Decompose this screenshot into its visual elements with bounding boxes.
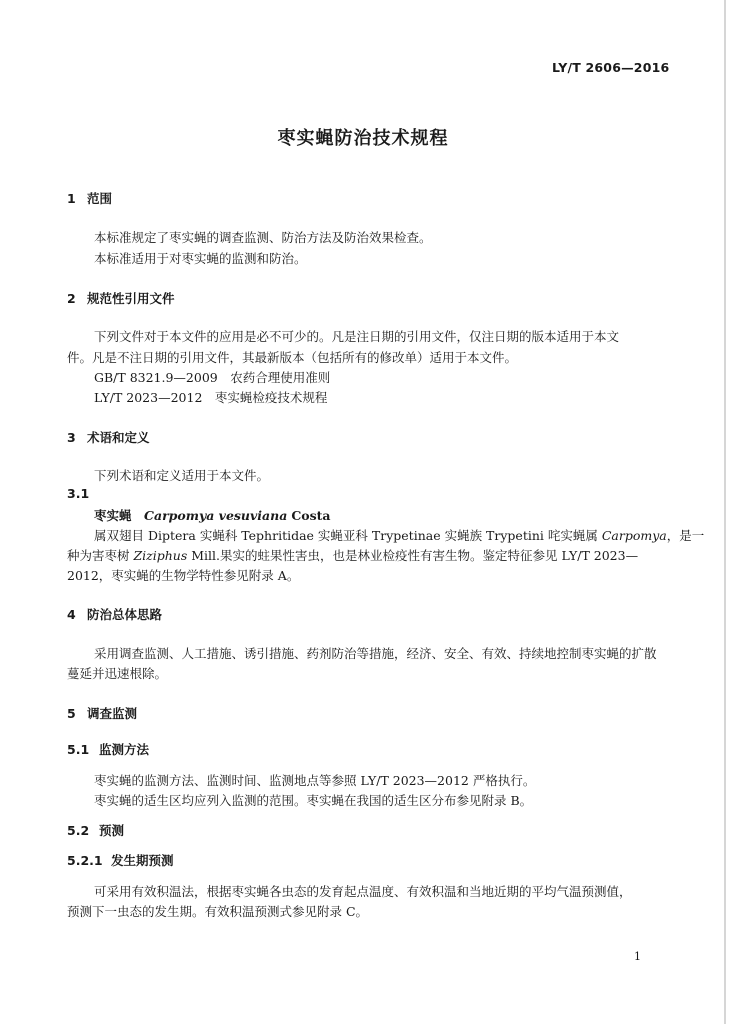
section-2-para-line-1: 下列文件对于本文件的应用是必不可少的。凡是注日期的引用文件，仅注日期的版本适用于本文: [94, 329, 620, 344]
section-2-para-line-2: 件。凡是不注日期的引用文件，其最新版本（包括所有的修改单）适用于本文件。: [67, 350, 518, 365]
standard-code: LY/T 2606—2016: [552, 60, 670, 75]
term-chinese: 枣实蝇: [94, 508, 132, 523]
section-3-para-1: 下列术语和定义适用于本文件。: [94, 468, 270, 483]
reference-gb-t-8321: GB/T 8321.9—2009 农药合理使用准则: [94, 370, 331, 385]
clause-5-2-1-para-line-1: 可采用有效积温法，根据枣实蝇各虫态的发育起点温度、有效积温和当地近期的平均气温预测值，: [94, 884, 632, 899]
document-title: 枣实蝇防治技术规程: [277, 128, 449, 149]
section-4-heading: 4 防治总体思路: [67, 607, 163, 622]
clause-5-1-para-1: 枣实蝇的监测方法、监测时间、监测地点等参照 LY/T 2023—2012 严格执行。: [94, 773, 536, 788]
clause-3-1-number: 3.1: [67, 486, 90, 501]
section-4-para-line-2: 蔓延并迅速根除。: [67, 666, 168, 681]
page-number: 1: [634, 950, 641, 963]
clause-5-1-heading: 5.1 监测方法: [67, 742, 150, 757]
reference-ly-t-2023: LY/T 2023—2012 枣实蝇检疫技术规程: [94, 390, 328, 405]
section-2-heading: 2 规范性引用文件: [67, 291, 175, 306]
term-latin-name: Carpomya vesuviana: [144, 508, 288, 523]
clause-5-2-1-heading: 5.2.1 发生期预测: [67, 853, 174, 868]
definition-line-1: 属双翅目 Diptera 实蝇科 Tephritidae 实蝇亚科 Trypetinae 实蝇族 Trypetini 咤实蝇属 Carpomya，是一: [94, 528, 705, 543]
clause-5-2-1-para-line-2: 预测下一虫态的发生期。有效积温预测式参见附录 C。: [67, 904, 369, 919]
section-1-para-2: 本标准适用于对枣实蝇的监测和防治。: [94, 251, 307, 266]
clause-5-2-heading: 5.2 预测: [67, 823, 125, 838]
section-1-heading: 1 范围: [67, 191, 113, 206]
section-4-para-line-1: 采用调查监测、人工措施、诱引措施、药剂防治等措施，经济、安全、有效、持续地控制枣实蝇的扩散: [94, 646, 657, 661]
definition-line-2: 种为害枣树 Ziziphus Mill.果实的蛀果性害虫，也是林业检疫性有害生物。鉴定特征参见 LY/T 2023—: [67, 548, 639, 563]
definition-line-3: 2012，枣实蝇的生物学特性参见附录 A。: [67, 568, 300, 583]
clause-5-1-para-2: 枣实蝇的适生区均应列入监测的范围。枣实蝇在我国的适生区分布参见附录 B。: [94, 793, 533, 808]
term-author: Costa: [291, 508, 331, 523]
section-1-para-1: 本标准规定了枣实蝇的调查监测、防治方法及防治效果检查。: [94, 230, 432, 245]
section-5-heading: 5 调查监测: [67, 706, 138, 721]
term-entry: [94, 506, 331, 524]
section-3-heading: 3 术语和定义: [67, 430, 150, 445]
